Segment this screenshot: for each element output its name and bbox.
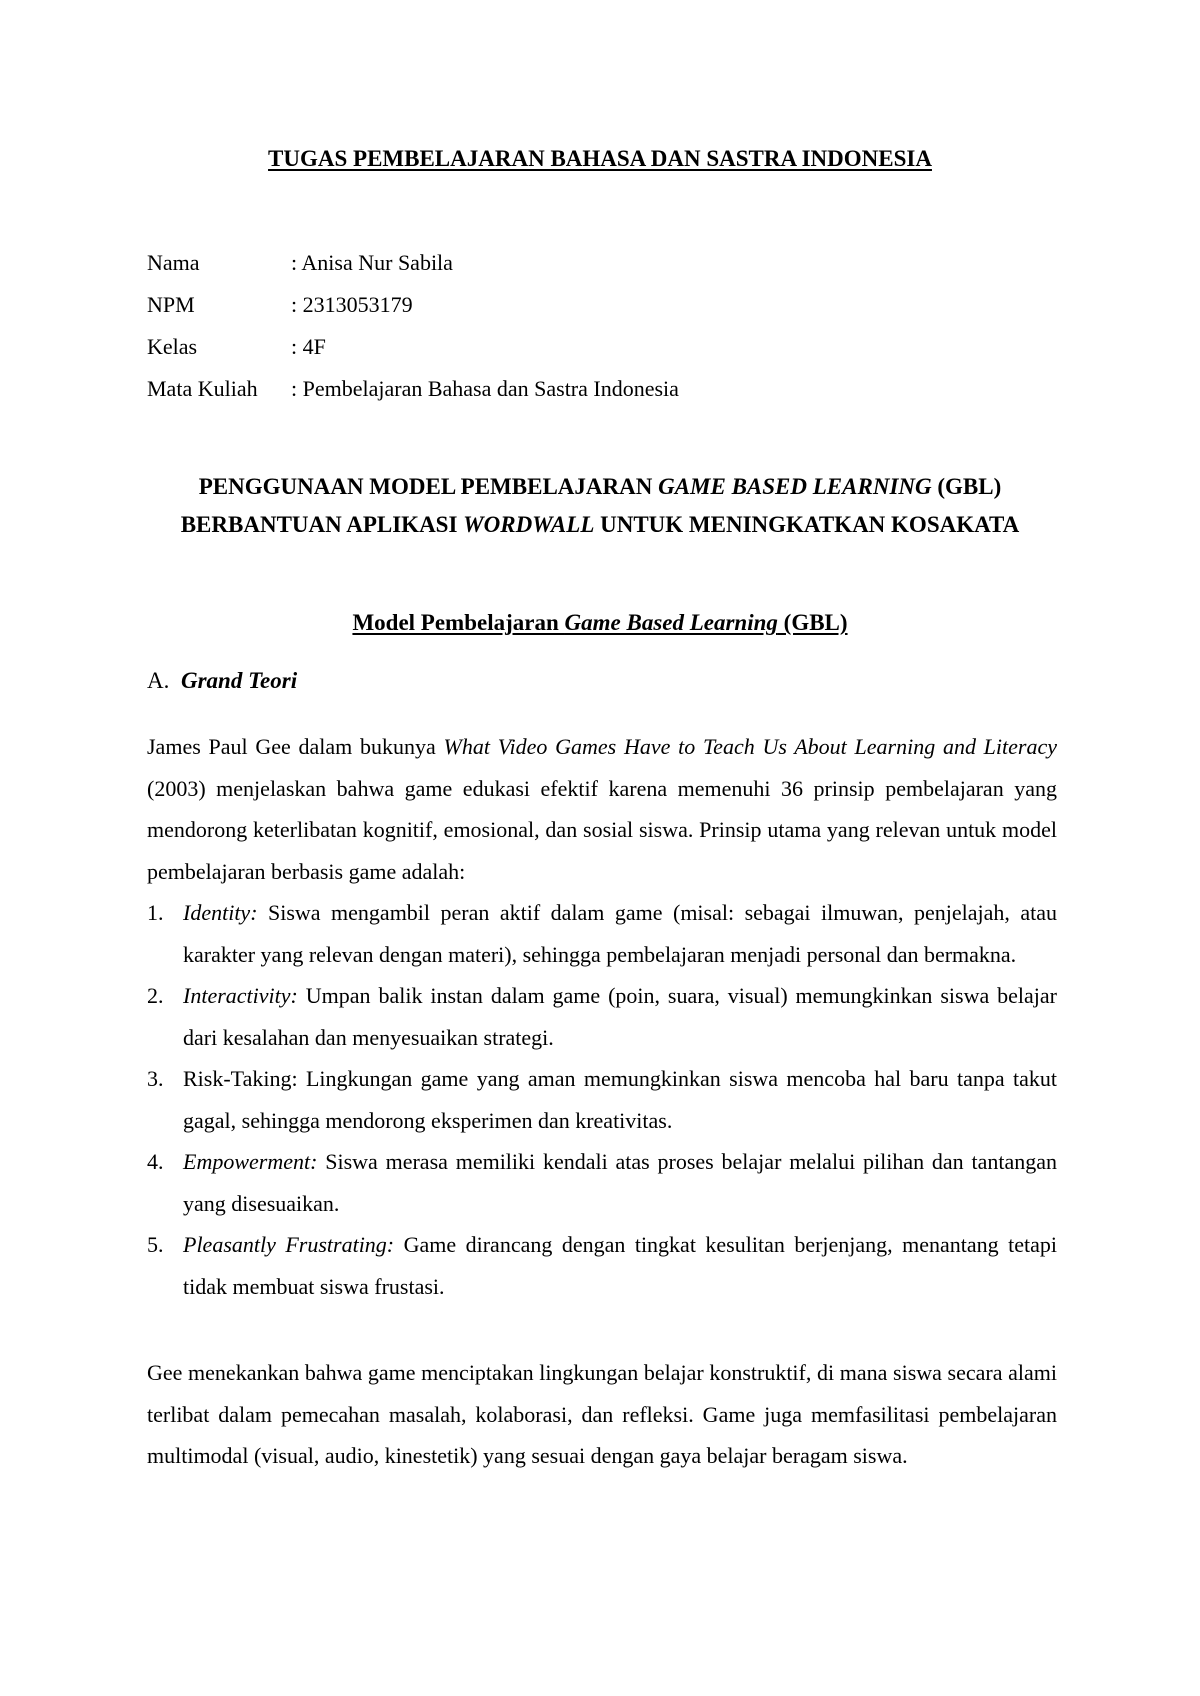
list-item: 4. Empowerment: Siswa merasa memiliki kendali atas proses belajar melalui pilihan dan tantangan yang disesuaikan. (147, 1149, 1057, 1216)
info-label: Kelas (147, 334, 198, 359)
info-value: : Pembelajaran Bahasa dan Sastra Indonesia (291, 376, 679, 401)
list-item: 1. Identity: Siswa mengambil peran aktif dalam game (misal: sebagai ilmuwan, penjelajah, atau karakter yang relevan dengan materi), sehingga pembelajaran menjadi personal dan bermakna. (147, 900, 1057, 967)
principles-list (147, 892, 1057, 1307)
info-value: : Anisa Nur Sabila (291, 250, 453, 275)
info-label: NPM (147, 292, 195, 317)
main-title-line-2: BERBANTUAN APLIKASI WORDWALL UNTUK MENINGKATKAN KOSAKATA (180, 512, 1020, 537)
info-label: Nama (147, 250, 200, 275)
list-item: 2. Interactivity: Umpan balik instan dalam game (poin, suara, visual) memungkinkan siswa belajar dari kesalahan dan menyesuaikan strategi. (147, 983, 1057, 1050)
list-item-term: Empowerment: (183, 1149, 318, 1174)
subsection-title: Grand Teori (181, 668, 298, 693)
list-item-term: Pleasantly Frustrating: (183, 1232, 395, 1257)
book-title: What Video Games Have to Teach Us About Learning and Literacy (443, 734, 1058, 759)
info-value: : 2313053179 (291, 292, 413, 317)
list-item-term: Identity: (183, 900, 258, 925)
subsection-letter: A. (147, 668, 170, 693)
list-item: 3. Risk-Taking: Lingkungan game yang aman memungkinkan siswa mencoba hal baru tanpa takut gagal, sehingga mendorong eksperimen dan kreativitas. (147, 1066, 1057, 1133)
list-item-term: Interactivity: (183, 983, 298, 1008)
paragraph-intro: James Paul Gee dalam bukunya What Video Games Have to Teach Us About Learning and Literacy (2003) menjelaskan bahwa game edukasi efektif karena memenuhi 36 prinsip pembelajaran yang mendorong keterlibatan kognitif, emosional, dan sosial siswa. Prinsip utama yang relevan untuk model pembelajaran berbasis game adalah: (147, 734, 1058, 884)
main-title (0, 468, 1200, 544)
section-title: Model Pembelajaran Game Based Learning (GBL) (352, 610, 848, 635)
info-label: Mata Kuliah (147, 376, 258, 401)
paragraph-conclusion: Gee menekankan bahwa game menciptakan lingkungan belajar konstruktif, di mana siswa secara alami terlibat dalam pemecahan masalah, kolaborasi, dan refleksi. Game juga memfasilitasi pembelajaran multimodal (visual, audio, kinestetik) yang sesuai dengan gaya belajar beragam siswa. (147, 1360, 1057, 1468)
subsection-heading (147, 668, 297, 694)
main-title-line-1: PENGGUNAAN MODEL PEMBELAJARAN GAME BASED LEARNING (GBL) (198, 474, 1002, 499)
info-value: : 4F (291, 334, 326, 359)
document-title: TUGAS PEMBELAJARAN BAHASA DAN SASTRA INDONESIA (268, 146, 932, 171)
list-item: 5. Pleasantly Frustrating: Game dirancang dengan tingkat kesulitan berjenjang, menantang tetapi tidak membuat siswa frustasi. (147, 1232, 1057, 1299)
